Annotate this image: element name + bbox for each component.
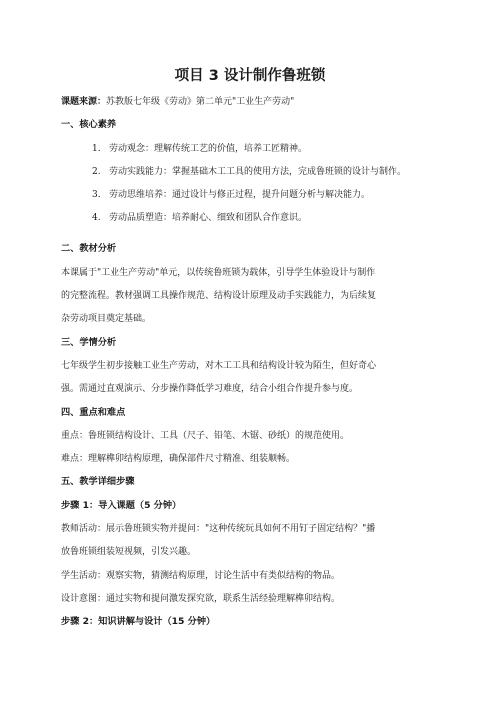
paragraph-line: 杂劳动项目奠定基础。 [61,314,152,324]
paragraph-line: 设计意图：通过实物和提问激发探究欲，联系生活经验理解榫卯结构。 [61,594,341,604]
section-heading-5: 五、教学详细步骤 [61,476,135,487]
paragraph-line: 的完整流程。教材强调工具操作规范、结构设计原理及动手实践能力，为后续复 [61,291,377,301]
section-heading-1: 一、核心素养 [61,119,117,130]
paragraph-line: 教师活动：展示鲁班锁实物并提问："这种传统玩具如何不用钉子固定结构？"播 [61,524,376,534]
step-1-heading: 步骤 1：导入课题（5 分钟） [61,500,182,511]
source-line [61,96,294,108]
paragraph-line: 本课属于"工业生产劳动"单元，以传统鲁班锁为载体，引导学生体验设计与制作 [61,268,376,278]
paragraph-line: 重点：鲁班锁结构设计、工具（尺子、铅笔、木锯、砂纸）的规范使用。 [61,431,350,441]
paragraph-line: 七年级学生初步接触工业生产劳动，对木工工具和结构设计较为陌生，但好奇心 [61,361,377,371]
document-title: 项目 3 设计制作鲁班锁 [174,68,326,84]
section-heading-4: 四、重点和难点 [61,407,126,418]
paragraph-line: 强。需通过直观演示、分步操作降低学习难度，结合小组合作提升参与度。 [61,384,359,394]
source-label: 课题来源： [61,97,107,107]
step-2-heading: 步骤 2：知识讲解与设计（15 分钟） [61,616,216,627]
paragraph-line: 放鲁班锁组装短视频，引发兴趣。 [61,547,197,557]
section-heading-3: 三、学情分析 [61,337,117,348]
source-text: 苏教版七年级《劳动》第二单元"工业生产劳动" [106,97,295,107]
list-item: 1. 劳动观念：理解传统工艺的价值，培养工匠精神。 [92,144,308,154]
list-item: 4. 劳动品质塑造：培养耐心、细致和团队合作意识。 [92,213,308,223]
paragraph-line: 学生活动：观察实物，猜测结构原理，讨论生活中有类似结构的物品。 [61,571,341,581]
paragraph-line: 难点：理解榫卯结构原理，确保部件尺寸精准、组装顺畅。 [61,454,296,464]
section-heading-2: 二、教材分析 [61,243,117,254]
list-item: 2. 劳动实践能力：掌握基础木工工具的使用方法，完成鲁班锁的设计与制作。 [92,167,407,177]
list-item: 3. 劳动思维培养：通过设计与修正过程，提升问题分析与解决能力。 [92,190,371,200]
